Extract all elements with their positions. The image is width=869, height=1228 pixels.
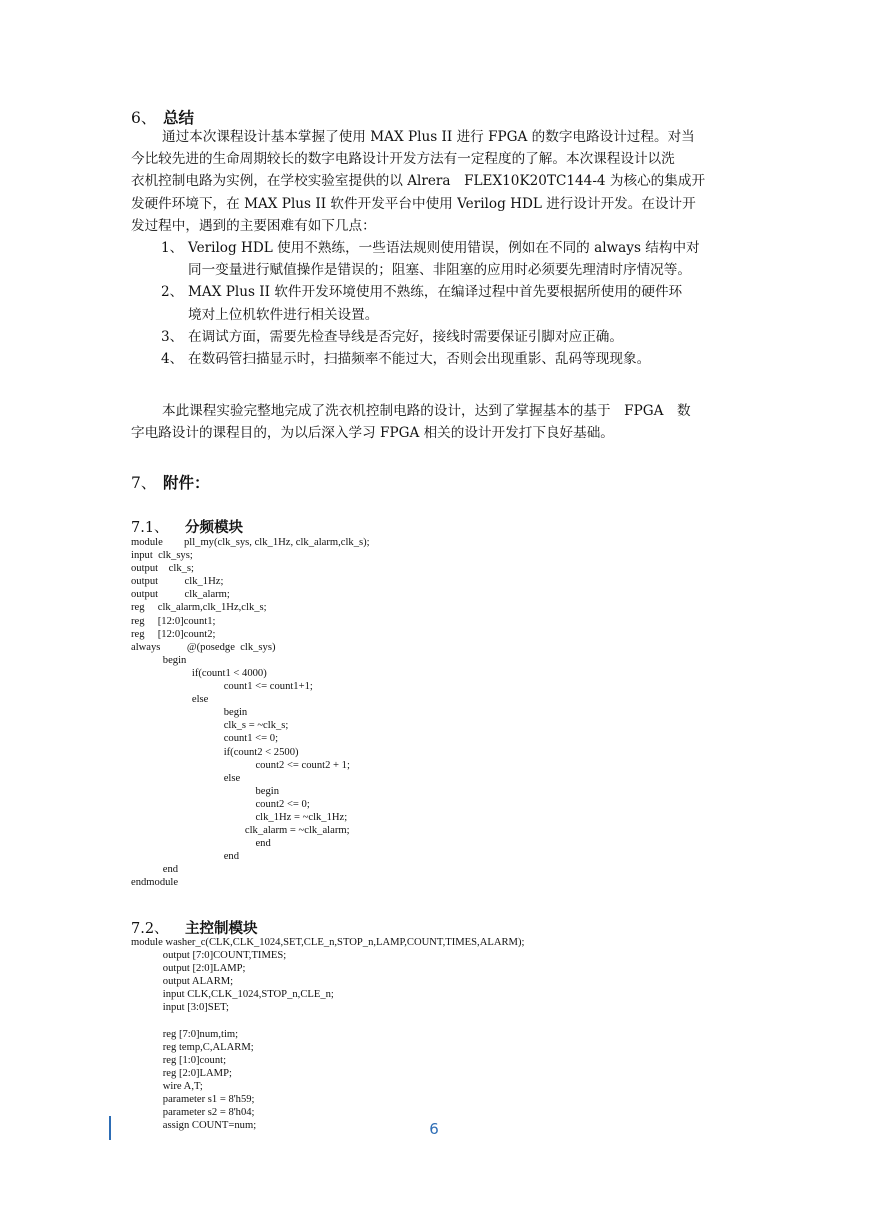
list-item xyxy=(161,348,741,370)
code-line: reg [1:0]count; xyxy=(131,1054,227,1066)
section-6-heading xyxy=(131,106,194,128)
list-item xyxy=(161,237,741,281)
code-line: count1 <= count1+1; xyxy=(131,681,313,693)
code-line: if(count1 < 4000) xyxy=(131,667,267,679)
footer-accent-bar xyxy=(109,1116,111,1140)
section-6-title: 总结 xyxy=(163,108,195,127)
code-line: module pll_my(clk_sys, clk_1Hz, clk_alarm,clk_s); xyxy=(131,537,370,548)
code-line: parameter s1 = 8'h59; xyxy=(131,1094,255,1106)
code-line: reg [2:0]LAMP; xyxy=(131,1067,232,1079)
page-number: 6 xyxy=(429,1120,439,1138)
code-line: count2 <= 0; xyxy=(131,798,310,810)
list-marker: 4、 xyxy=(161,351,184,368)
section-7-title: 附件： xyxy=(163,473,210,492)
code-line: clk_1Hz = ~clk_1Hz; xyxy=(131,811,348,823)
list-item-text: 在数码管扫描显示时，扫描频率不能过大，否则会出现重影、乱码等现现象。 xyxy=(188,351,651,368)
code-line: begin xyxy=(131,707,248,719)
list-item xyxy=(161,281,741,325)
section-7-heading xyxy=(131,471,210,493)
code-line: assign COUNT=num; xyxy=(131,1120,257,1132)
code-line: clk_s = ~clk_s; xyxy=(131,720,289,732)
section-7-number: 7、 xyxy=(131,474,157,492)
code-block-pll xyxy=(131,536,370,890)
list-marker: 2、 xyxy=(161,284,184,301)
list-item-text: Verilog HDL 使用不熟练，一些语法规则使用错误，例如在不同的 always 结构中对 xyxy=(188,240,700,256)
code-line: else xyxy=(131,772,241,784)
code-block-washer xyxy=(131,936,524,1132)
section-7-1-title: 分频模块 xyxy=(185,519,243,536)
section-7-1-heading xyxy=(131,516,243,537)
conclusion-paragraph xyxy=(131,400,739,444)
code-line: input clk_sys; xyxy=(131,550,193,562)
list-item-text: 在调试方面，需要先检查导线是否完好，接线时需要保证引脚对应正确。 xyxy=(188,328,623,345)
section-7-2-title: 主控制模块 xyxy=(185,920,258,937)
code-line: output clk_1Hz; xyxy=(131,576,224,588)
code-line: output clk_s; xyxy=(131,563,194,575)
paragraph-line: 发硬件环境下，在 MAX Plus II 软件开发平台中使用 Verilog HDL 进行设计开发。在设计开 xyxy=(131,195,696,212)
code-line: count2 <= count2 + 1; xyxy=(131,759,350,771)
code-line: count1 <= 0; xyxy=(131,733,279,745)
code-line: reg clk_alarm,clk_1Hz,clk_s; xyxy=(131,602,267,614)
paragraph-line: 今比较先进的生命周期较长的数字电路设计开发方法有一定程度的了解。本次课程设计以洗 xyxy=(131,151,675,168)
paragraph-line: 字电路设计的课程目的，为以后深入学习 FPGA 相关的设计开发打下良好基础。 xyxy=(131,425,614,442)
code-line: endmodule xyxy=(131,877,179,889)
code-line: output clk_alarm; xyxy=(131,589,230,601)
list-item-text: 同一变量进行赋值操作是错误的；阻塞、非阻塞的应用时必须要先理清时序情况等。 xyxy=(188,262,691,279)
code-line: always @(posedge clk_sys) xyxy=(131,641,276,653)
code-line: module washer_c(CLK,CLK_1024,SET,CLE_n,STOP_n,LAMP,COUNT,TIMES,ALARM); xyxy=(131,937,525,948)
list-marker: 1、 xyxy=(161,240,184,256)
code-line: reg [12:0]count2; xyxy=(131,628,216,640)
list-item-text: MAX Plus II 软件开发环境使用不熟练，在编译过程中首先要根据所使用的硬件环 xyxy=(188,284,683,301)
code-line: end xyxy=(131,851,239,863)
section-6-number: 6、 xyxy=(131,109,157,127)
code-line: output ALARM; xyxy=(131,976,234,988)
code-line: reg temp,C,ALARM; xyxy=(131,1041,254,1053)
paragraph-line: 通过本次课程设计基本掌握了使用 MAX Plus II 进行 FPGA 的数字电路设计过程。对当 xyxy=(162,129,695,145)
code-line: else xyxy=(131,694,209,706)
section-7-2-heading xyxy=(131,917,258,938)
code-line: clk_alarm = ~clk_alarm; xyxy=(131,825,350,837)
section-7-1-number: 7.1、 xyxy=(131,520,169,536)
code-line: reg [12:0]count1; xyxy=(131,615,216,627)
difficulty-list xyxy=(161,237,741,370)
code-line: if(count2 < 2500) xyxy=(131,746,299,758)
paragraph-line: 衣机控制电路为实例，在学校实验室提供的以 Alrera FLEX10K20TC144-4 为核心的集成开 xyxy=(131,173,706,190)
code-line: wire A,T; xyxy=(131,1081,203,1093)
paragraph-line: 本此课程实验完整地完成了洗衣机控制电路的设计，达到了掌握基本的基于 FPGA 数 xyxy=(162,403,691,419)
code-line: parameter s2 = 8'h04; xyxy=(131,1107,255,1119)
code-line: output [7:0]COUNT,TIMES; xyxy=(131,950,287,962)
code-line: output [2:0]LAMP; xyxy=(131,963,246,975)
section-7-2-number: 7.2、 xyxy=(131,921,169,937)
code-line: begin xyxy=(131,785,280,797)
list-item-text: 境对上位机软件进行相关设置。 xyxy=(188,306,379,323)
code-line: end xyxy=(131,864,179,876)
list-item xyxy=(161,326,741,348)
summary-paragraph xyxy=(131,126,739,237)
list-marker: 3、 xyxy=(161,328,184,345)
code-line: input CLK,CLK_1024,STOP_n,CLE_n; xyxy=(131,989,334,1001)
paragraph-line: 发过程中，遇到的主要困难有如下几点： xyxy=(131,217,376,234)
code-line xyxy=(131,1015,524,1028)
code-line: reg [7:0]num,tim; xyxy=(131,1028,239,1040)
code-line: input [3:0]SET; xyxy=(131,1002,229,1014)
code-line: begin xyxy=(131,654,187,666)
code-line: end xyxy=(131,838,271,850)
